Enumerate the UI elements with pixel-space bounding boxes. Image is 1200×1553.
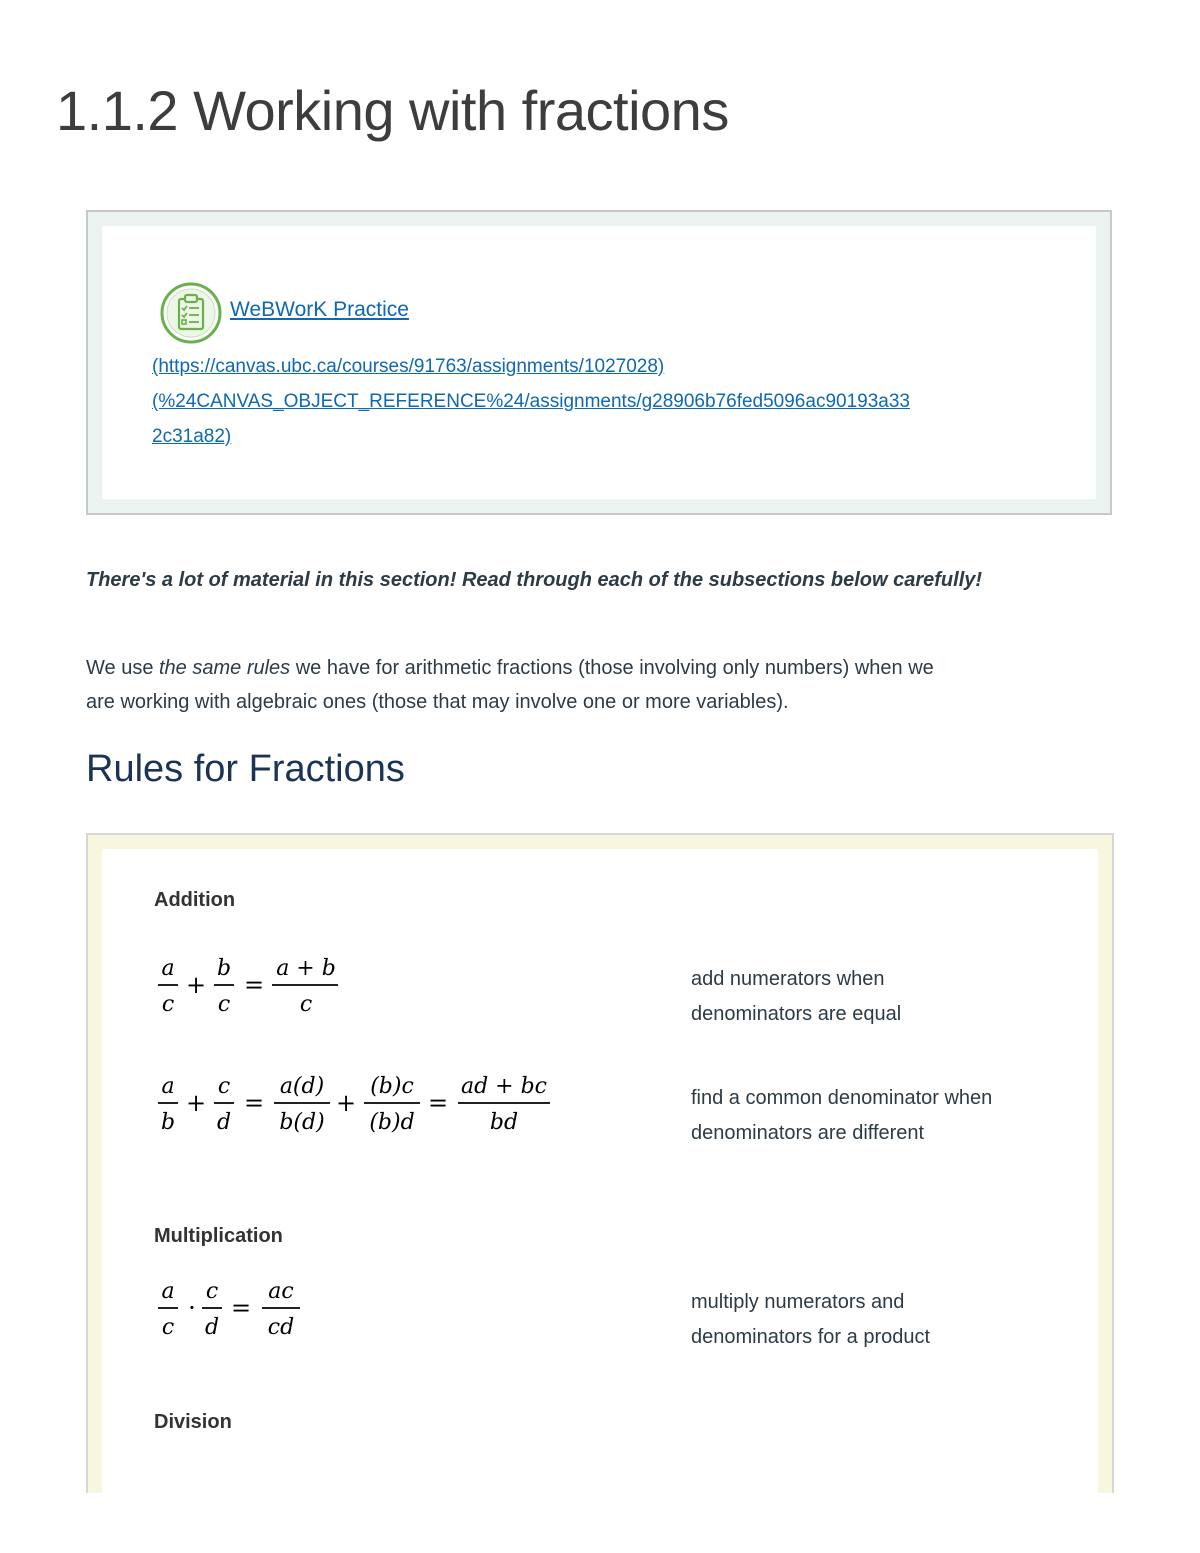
intro-emphasis: the same rules xyxy=(159,657,291,679)
webwork-practice-link[interactable]: WeBWorK Practice xyxy=(230,298,409,321)
fraction-denominator: c xyxy=(161,992,175,1017)
equals-operator: = xyxy=(427,1089,449,1117)
fraction-denominator: cd xyxy=(267,1315,295,1340)
plus-operator: + xyxy=(335,1089,357,1117)
page-title: 1.1.2 Working with fractions xyxy=(56,79,729,142)
fraction-numerator: c xyxy=(217,1074,231,1099)
plus-operator: + xyxy=(185,1089,207,1117)
addition-different-denominators-description xyxy=(691,1081,992,1151)
fraction-denominator: c xyxy=(299,992,313,1017)
webwork-callout-inner xyxy=(102,226,1096,499)
fraction-denominator: d xyxy=(204,1315,220,1340)
fraction-numerator: c xyxy=(205,1279,219,1304)
fraction-numerator: a xyxy=(161,1279,175,1304)
description-line: denominators are equal xyxy=(691,1003,902,1025)
intro-paragraph-line-1 xyxy=(86,657,934,680)
fraction-denominator: d xyxy=(216,1110,232,1135)
addition-equal-denominators-description xyxy=(691,962,901,1032)
canvas-object-reference-link-cont[interactable]: 2c31a82) xyxy=(152,426,232,447)
fraction-numerator: (b)c xyxy=(370,1074,414,1099)
division-heading: Division xyxy=(154,1411,232,1433)
description-line: add numerators when xyxy=(691,968,885,990)
fraction-numerator: a xyxy=(161,1074,175,1099)
description-line: denominators for a product xyxy=(691,1326,931,1348)
rules-panel xyxy=(86,833,1114,1493)
addition-equal-denominators-equation xyxy=(152,951,352,1027)
multiplication-equation xyxy=(152,1274,312,1350)
equals-operator: = xyxy=(243,971,265,999)
clipboard-checklist-icon xyxy=(160,282,222,344)
intro-text: We use xyxy=(86,657,159,679)
webwork-callout xyxy=(86,210,1112,515)
multiplication-heading: Multiplication xyxy=(154,1225,283,1247)
multiplication-description xyxy=(691,1285,930,1355)
fraction-denominator: b(d) xyxy=(279,1110,325,1135)
fraction-numerator: a + b xyxy=(276,956,336,981)
fraction-numerator: a(d) xyxy=(279,1074,325,1099)
description-line: multiply numerators and xyxy=(691,1291,905,1313)
equals-operator: = xyxy=(230,1294,252,1322)
fraction-denominator: (b)d xyxy=(369,1110,415,1135)
fraction-denominator: b xyxy=(160,1110,176,1135)
addition-heading: Addition xyxy=(154,889,236,911)
rules-panel-inner xyxy=(102,849,1098,1493)
description-line: find a common denominator when xyxy=(691,1087,993,1109)
intro-callout-text: There's a lot of material in this section! Read through each of the subsections below carefully! xyxy=(86,569,983,591)
intro-paragraph-line-2: are working with algebraic ones (those that may involve one or more variables). xyxy=(86,691,789,713)
fraction-denominator: bd xyxy=(489,1110,519,1135)
assignment-url-link[interactable]: (https://canvas.ubc.ca/courses/91763/assignments/1027028) xyxy=(152,356,665,377)
fraction-denominator: c xyxy=(217,992,231,1017)
description-line: denominators are different xyxy=(691,1122,925,1144)
multiply-operator: · xyxy=(188,1294,196,1322)
fraction-numerator: ad + bc xyxy=(460,1074,548,1099)
fraction-numerator: ac xyxy=(268,1279,294,1304)
fraction-numerator: b xyxy=(216,956,232,981)
plus-operator: + xyxy=(185,971,207,999)
canvas-object-reference-link[interactable]: (%24CANVAS_OBJECT_REFERENCE%24/assignments/g28906b76fed5096ac90193a33 xyxy=(152,391,910,412)
equals-operator: = xyxy=(243,1089,265,1117)
fraction-numerator: a xyxy=(161,956,175,981)
intro-text: we have for arithmetic fractions (those involving only numbers) when we xyxy=(290,657,934,679)
section-heading: Rules for Fractions xyxy=(86,748,405,790)
fraction-denominator: c xyxy=(161,1315,175,1340)
addition-different-denominators-equation xyxy=(152,1069,572,1145)
